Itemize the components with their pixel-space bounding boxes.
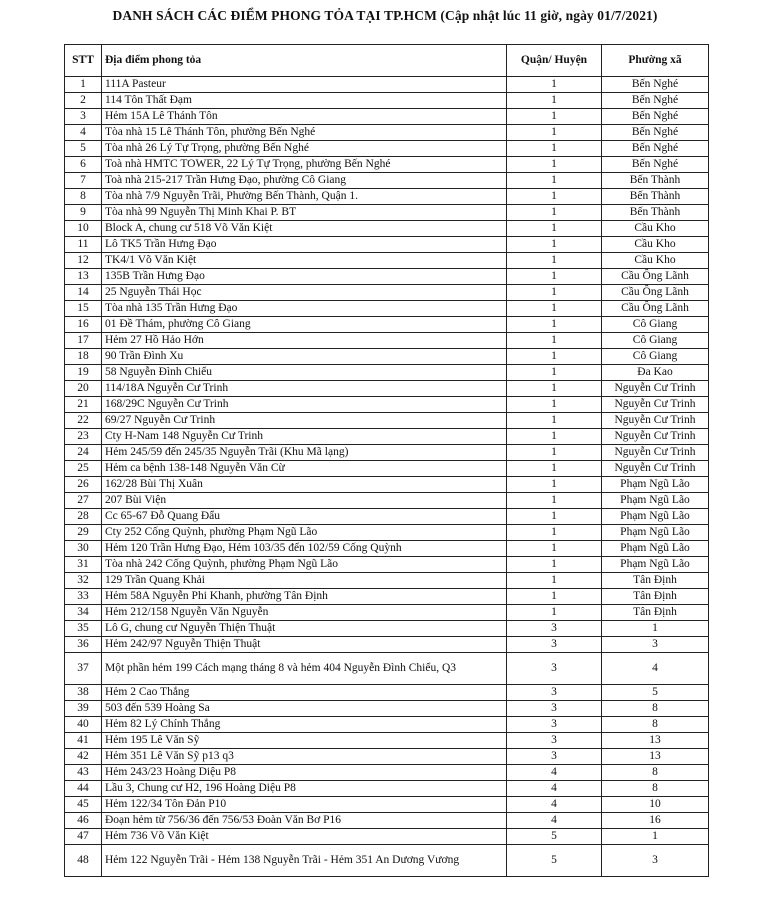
cell-district: 1 (507, 509, 602, 525)
cell-stt: 19 (65, 365, 102, 381)
cell-stt: 14 (65, 285, 102, 301)
cell-stt: 25 (65, 461, 102, 477)
cell-district: 1 (507, 381, 602, 397)
cell-ward: Cầu Kho (602, 221, 709, 237)
cell-ward: Bến Nghé (602, 157, 709, 173)
cell-address: 114 Tôn Thất Đạm (102, 93, 507, 109)
table-row (65, 413, 709, 429)
table-row (65, 749, 709, 765)
cell-ward: Cô Giang (602, 333, 709, 349)
cell-stt: 40 (65, 717, 102, 733)
lockdown-table (64, 44, 709, 877)
header-address: Địa điểm phong tỏa (102, 45, 507, 77)
cell-ward: Phạm Ngũ Lão (602, 477, 709, 493)
cell-address: Hẻm 27 Hồ Hảo Hớn (102, 333, 507, 349)
cell-district: 1 (507, 349, 602, 365)
cell-ward: 13 (602, 733, 709, 749)
table-row (65, 205, 709, 221)
cell-district: 4 (507, 797, 602, 813)
cell-district: 1 (507, 365, 602, 381)
cell-ward: 3 (602, 845, 709, 877)
cell-ward: Phạm Ngũ Lão (602, 557, 709, 573)
cell-stt: 24 (65, 445, 102, 461)
cell-address: Hẻm 212/158 Nguyễn Văn Nguyễn (102, 605, 507, 621)
cell-district: 1 (507, 541, 602, 557)
table-row (65, 525, 709, 541)
cell-ward: Bến Nghé (602, 93, 709, 109)
cell-address: Cc 65-67 Đỗ Quang Đẩu (102, 509, 507, 525)
cell-stt: 7 (65, 173, 102, 189)
cell-stt: 27 (65, 493, 102, 509)
cell-stt: 6 (65, 157, 102, 173)
cell-address: Toà nhà 215-217 Trần Hưng Đạo, phường Cô Giang (102, 173, 507, 189)
table-row (65, 685, 709, 701)
cell-district: 1 (507, 477, 602, 493)
cell-district: 1 (507, 237, 602, 253)
cell-ward: Nguyễn Cư Trinh (602, 413, 709, 429)
cell-address: Hẻm ca bệnh 138-148 Nguyễn Văn Cừ (102, 461, 507, 477)
cell-address: Hẻm 120 Trần Hưng Đạo, Hẻm 103/35 đến 102/59 Cống Quỳnh (102, 541, 507, 557)
cell-stt: 37 (65, 653, 102, 685)
cell-district: 1 (507, 605, 602, 621)
cell-ward: Cầu Kho (602, 237, 709, 253)
cell-district: 1 (507, 333, 602, 349)
cell-ward: 4 (602, 653, 709, 685)
cell-district: 1 (507, 317, 602, 333)
cell-address: Tòa nhà 242 Cống Quỳnh, phường Phạm Ngũ Lão (102, 557, 507, 573)
cell-ward: 1 (602, 829, 709, 845)
cell-stt: 16 (65, 317, 102, 333)
cell-stt: 32 (65, 573, 102, 589)
cell-district: 4 (507, 765, 602, 781)
cell-address: Lô TK5 Trần Hưng Đạo (102, 237, 507, 253)
cell-stt: 36 (65, 637, 102, 653)
cell-address: Một phần hẻm 199 Cách mạng tháng 8 và hẻm 404 Nguyễn Đình Chiểu, Q3 (102, 653, 507, 685)
cell-stt: 30 (65, 541, 102, 557)
cell-stt: 29 (65, 525, 102, 541)
table-row (65, 253, 709, 269)
table-row (65, 445, 709, 461)
cell-ward: 13 (602, 749, 709, 765)
table-row (65, 605, 709, 621)
cell-stt: 28 (65, 509, 102, 525)
table-row (65, 189, 709, 205)
cell-ward: Tân Định (602, 605, 709, 621)
cell-district: 3 (507, 717, 602, 733)
cell-stt: 35 (65, 621, 102, 637)
cell-stt: 38 (65, 685, 102, 701)
cell-district: 1 (507, 285, 602, 301)
cell-district: 1 (507, 557, 602, 573)
cell-stt: 41 (65, 733, 102, 749)
table-row (65, 125, 709, 141)
cell-address: 58 Nguyễn Đình Chiểu (102, 365, 507, 381)
cell-district: 1 (507, 141, 602, 157)
cell-district: 1 (507, 157, 602, 173)
cell-district: 1 (507, 221, 602, 237)
cell-ward: Nguyễn Cư Trinh (602, 397, 709, 413)
cell-ward: Cầu Kho (602, 253, 709, 269)
cell-district: 1 (507, 445, 602, 461)
cell-stt: 23 (65, 429, 102, 445)
cell-ward: 1 (602, 621, 709, 637)
cell-stt: 5 (65, 141, 102, 157)
cell-address: 111A Pasteur (102, 77, 507, 93)
cell-address: Tòa nhà 99 Nguyễn Thị Minh Khai P. BT (102, 205, 507, 221)
cell-district: 1 (507, 253, 602, 269)
table-row (65, 829, 709, 845)
cell-address: Lầu 3, Chung cư H2, 196 Hoàng Diệu P8 (102, 781, 507, 797)
cell-district: 5 (507, 829, 602, 845)
cell-ward: Bến Nghé (602, 77, 709, 93)
table-row (65, 333, 709, 349)
header-district: Quận/ Huyện (507, 45, 602, 77)
cell-stt: 46 (65, 813, 102, 829)
cell-district: 3 (507, 749, 602, 765)
cell-ward: Bến Thành (602, 173, 709, 189)
cell-district: 3 (507, 621, 602, 637)
cell-ward: Phạm Ngũ Lão (602, 509, 709, 525)
table-row (65, 141, 709, 157)
cell-stt: 8 (65, 189, 102, 205)
cell-stt: 4 (65, 125, 102, 141)
cell-address: 25 Nguyễn Thái Học (102, 285, 507, 301)
cell-ward: Phạm Ngũ Lão (602, 493, 709, 509)
cell-stt: 17 (65, 333, 102, 349)
cell-address: 162/28 Bùi Thị Xuân (102, 477, 507, 493)
cell-ward: Nguyễn Cư Trinh (602, 381, 709, 397)
cell-district: 1 (507, 173, 602, 189)
cell-ward: Nguyễn Cư Trinh (602, 461, 709, 477)
table-row (65, 397, 709, 413)
cell-address: Lô G, chung cư Nguyễn Thiện Thuật (102, 621, 507, 637)
table-row (65, 781, 709, 797)
table-row (65, 157, 709, 173)
cell-address: 90 Trần Đình Xu (102, 349, 507, 365)
cell-stt: 22 (65, 413, 102, 429)
cell-district: 4 (507, 781, 602, 797)
cell-stt: 1 (65, 77, 102, 93)
cell-ward: 8 (602, 717, 709, 733)
cell-address: Hẻm 122 Nguyễn Trãi - Hẻm 138 Nguyễn Trãi - Hẻm 351 An Dương Vương (102, 845, 507, 877)
cell-ward: Nguyễn Cư Trinh (602, 429, 709, 445)
table-row (65, 733, 709, 749)
cell-address: Hẻm 195 Lê Văn Sỹ (102, 733, 507, 749)
cell-address: Hẻm 243/23 Hoàng Diệu P8 (102, 765, 507, 781)
cell-address: 01 Đề Thám, phường Cô Giang (102, 317, 507, 333)
cell-stt: 42 (65, 749, 102, 765)
table-row (65, 237, 709, 253)
cell-address: Hẻm 58A Nguyễn Phi Khanh, phường Tân Định (102, 589, 507, 605)
cell-stt: 15 (65, 301, 102, 317)
cell-ward: Phạm Ngũ Lão (602, 525, 709, 541)
cell-address: Hẻm 245/59 đến 245/35 Nguyễn Trãi (Khu Mã lạng) (102, 445, 507, 461)
table-row (65, 797, 709, 813)
cell-district: 1 (507, 205, 602, 221)
cell-ward: 16 (602, 813, 709, 829)
cell-stt: 43 (65, 765, 102, 781)
cell-ward: Cầu Ông Lãnh (602, 301, 709, 317)
table-row (65, 381, 709, 397)
cell-address: Hẻm 122/34 Tôn Đản P10 (102, 797, 507, 813)
cell-address: Đoạn hẻm từ 756/36 đến 756/53 Đoàn Văn Bơ P16 (102, 813, 507, 829)
cell-district: 1 (507, 93, 602, 109)
cell-stt: 10 (65, 221, 102, 237)
cell-ward: Cô Giang (602, 317, 709, 333)
cell-stt: 33 (65, 589, 102, 605)
cell-stt: 47 (65, 829, 102, 845)
header-ward: Phường xã (602, 45, 709, 77)
table-row (65, 365, 709, 381)
table-row (65, 477, 709, 493)
table-row (65, 493, 709, 509)
table-row (65, 541, 709, 557)
cell-address: 168/29C Nguyễn Cư Trinh (102, 397, 507, 413)
cell-district: 1 (507, 573, 602, 589)
table-row (65, 317, 709, 333)
cell-stt: 26 (65, 477, 102, 493)
cell-address: Toà nhà HMTC TOWER, 22 Lý Tự Trọng, phường Bến Nghé (102, 157, 507, 173)
table-row (65, 557, 709, 573)
cell-address: Tòa nhà 15 Lê Thánh Tôn, phường Bến Nghé (102, 125, 507, 141)
table-row (65, 349, 709, 365)
cell-district: 1 (507, 589, 602, 605)
cell-district: 3 (507, 653, 602, 685)
cell-address: Block A, chung cư 518 Võ Văn Kiệt (102, 221, 507, 237)
cell-district: 3 (507, 733, 602, 749)
cell-address: TK4/1 Võ Văn Kiệt (102, 253, 507, 269)
cell-district: 1 (507, 109, 602, 125)
cell-address: Hẻm 736 Võ Văn Kiệt (102, 829, 507, 845)
table-row (65, 621, 709, 637)
cell-address: Hẻm 82 Lý Chính Thắng (102, 717, 507, 733)
table-row (65, 573, 709, 589)
cell-district: 1 (507, 77, 602, 93)
cell-district: 1 (507, 125, 602, 141)
cell-ward: Bến Nghé (602, 141, 709, 157)
cell-district: 4 (507, 813, 602, 829)
table-row (65, 93, 709, 109)
cell-ward: Bến Thành (602, 189, 709, 205)
cell-district: 1 (507, 397, 602, 413)
cell-district: 1 (507, 269, 602, 285)
table-row (65, 109, 709, 125)
cell-address: Tòa nhà 26 Lý Tự Trọng, phường Bến Nghé (102, 141, 507, 157)
cell-ward: Cầu Ông Lãnh (602, 285, 709, 301)
cell-stt: 2 (65, 93, 102, 109)
table-row (65, 765, 709, 781)
cell-address: 503 đến 539 Hoàng Sa (102, 701, 507, 717)
cell-stt: 44 (65, 781, 102, 797)
cell-district: 1 (507, 461, 602, 477)
cell-ward: Phạm Ngũ Lão (602, 541, 709, 557)
cell-ward: 3 (602, 637, 709, 653)
cell-address: 114/18A Nguyễn Cư Trinh (102, 381, 507, 397)
cell-ward: Nguyễn Cư Trinh (602, 445, 709, 461)
table-row (65, 285, 709, 301)
cell-address: Cty H-Nam 148 Nguyễn Cư Trinh (102, 429, 507, 445)
table-row (65, 173, 709, 189)
cell-district: 1 (507, 525, 602, 541)
cell-stt: 18 (65, 349, 102, 365)
cell-ward: Đa Kao (602, 365, 709, 381)
cell-ward: Tân Định (602, 589, 709, 605)
cell-address: Tòa nhà 7/9 Nguyễn Trãi, Phường Bến Thành, Quận 1. (102, 189, 507, 205)
cell-ward: Tân Định (602, 573, 709, 589)
table-row (65, 221, 709, 237)
cell-ward: Cầu Ông Lãnh (602, 269, 709, 285)
cell-stt: 21 (65, 397, 102, 413)
table-row (65, 301, 709, 317)
cell-stt: 11 (65, 237, 102, 253)
table-row (65, 653, 709, 685)
cell-ward: Bến Nghé (602, 109, 709, 125)
cell-address: Tòa nhà 135 Trần Hưng Đạo (102, 301, 507, 317)
cell-district: 1 (507, 429, 602, 445)
table-body (65, 77, 709, 877)
cell-stt: 3 (65, 109, 102, 125)
cell-ward: 5 (602, 685, 709, 701)
cell-ward: 10 (602, 797, 709, 813)
cell-stt: 9 (65, 205, 102, 221)
cell-stt: 48 (65, 845, 102, 877)
table-header-row (65, 45, 709, 77)
cell-address: 207 Bùi Viện (102, 493, 507, 509)
cell-address: Hẻm 15A Lê Thánh Tôn (102, 109, 507, 125)
table-row (65, 461, 709, 477)
cell-ward: Bến Thành (602, 205, 709, 221)
table-row (65, 813, 709, 829)
cell-district: 3 (507, 685, 602, 701)
table-row (65, 77, 709, 93)
cell-stt: 12 (65, 253, 102, 269)
cell-address: 135B Trần Hưng Đạo (102, 269, 507, 285)
page-title: DANH SÁCH CÁC ĐIỂM PHONG TỎA TẠI TP.HCM (Cập nhật lúc 11 giờ, ngày 01/7/2021) (112, 8, 658, 23)
cell-district: 3 (507, 637, 602, 653)
cell-address: Cty 252 Cống Quỳnh, phường Phạm Ngũ Lão (102, 525, 507, 541)
cell-ward: 8 (602, 781, 709, 797)
cell-district: 5 (507, 845, 602, 877)
table-row (65, 637, 709, 653)
cell-stt: 13 (65, 269, 102, 285)
cell-district: 1 (507, 189, 602, 205)
cell-stt: 39 (65, 701, 102, 717)
cell-ward: 8 (602, 701, 709, 717)
table-row (65, 429, 709, 445)
cell-address: Hẻm 242/97 Nguyễn Thiện Thuật (102, 637, 507, 653)
cell-address: Hẻm 2 Cao Thắng (102, 685, 507, 701)
cell-district: 3 (507, 701, 602, 717)
cell-address: 69/27 Nguyễn Cư Trinh (102, 413, 507, 429)
table-row (65, 269, 709, 285)
table-row (65, 845, 709, 877)
cell-stt: 45 (65, 797, 102, 813)
cell-stt: 31 (65, 557, 102, 573)
header-stt: STT (65, 45, 102, 77)
table-row (65, 589, 709, 605)
cell-address: Hẻm 351 Lê Văn Sỹ p13 q3 (102, 749, 507, 765)
cell-ward: Bến Nghé (602, 125, 709, 141)
table-row (65, 717, 709, 733)
cell-ward: 8 (602, 765, 709, 781)
cell-ward: Cô Giang (602, 349, 709, 365)
cell-stt: 20 (65, 381, 102, 397)
cell-stt: 34 (65, 605, 102, 621)
cell-district: 1 (507, 301, 602, 317)
table-row (65, 701, 709, 717)
cell-address: 129 Trần Quang Khải (102, 573, 507, 589)
cell-district: 1 (507, 413, 602, 429)
cell-district: 1 (507, 493, 602, 509)
table-row (65, 509, 709, 525)
